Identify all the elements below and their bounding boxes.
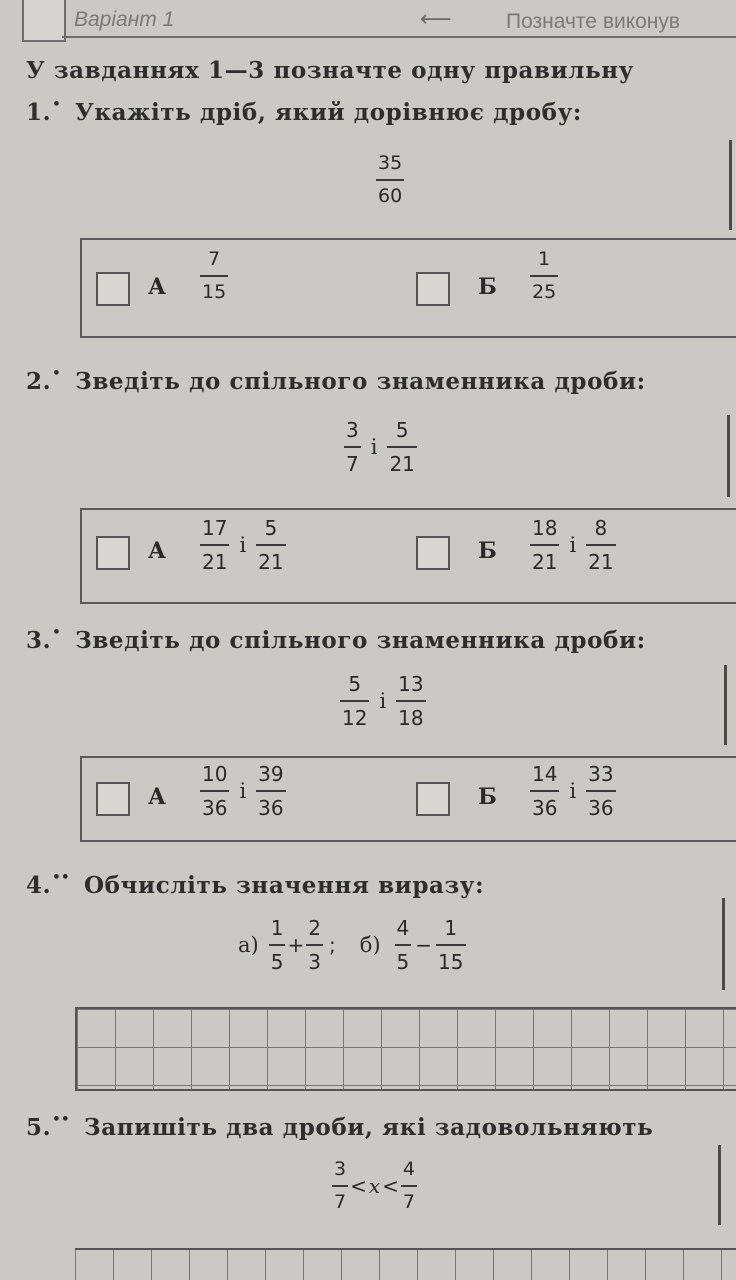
option-b-fraction: $\frac{1}{25}$ bbox=[532, 248, 557, 303]
answer-grid[interactable] bbox=[75, 1248, 736, 1280]
option-b-checkbox[interactable] bbox=[416, 272, 450, 306]
option-b-letter: Б bbox=[478, 784, 497, 810]
option-b-checkbox[interactable] bbox=[416, 782, 450, 816]
task-5-heading bbox=[26, 1112, 653, 1141]
left-arrow-icon: ⟵ bbox=[420, 7, 452, 32]
task-1-answer-box bbox=[80, 238, 736, 338]
task-5-inequality: $\frac{3}{7}$ < x < $\frac{4}{7}$ bbox=[334, 1158, 415, 1213]
task-3-given: $\frac{5}{12}$ і $\frac{13}{18}$ bbox=[342, 672, 424, 730]
header-checkbox bbox=[22, 0, 66, 42]
option-b-letter: Б bbox=[478, 274, 497, 300]
option-b-checkbox[interactable] bbox=[416, 536, 450, 570]
option-a-letter: А bbox=[148, 274, 166, 300]
header-divider bbox=[62, 36, 736, 38]
option-a-letter: А bbox=[148, 538, 166, 564]
task-4-expressions: а) $\frac{1}{5}$ + $\frac{2}{3}$ ; б) $\frac{4}{5}$ − $\frac{1}{15}$ bbox=[238, 916, 464, 974]
task-1-heading bbox=[26, 97, 582, 126]
fraction: $\frac{35}{60}$ bbox=[378, 152, 403, 207]
option-b-fractions: $\frac{14}{36}$ і $\frac{33}{36}$ bbox=[532, 762, 614, 820]
task-number: 2.• bbox=[26, 366, 62, 395]
option-a-letter: А bbox=[148, 784, 166, 810]
option-a-fraction: $\frac{7}{15}$ bbox=[202, 248, 227, 303]
task-2-heading bbox=[26, 366, 646, 395]
margin-line bbox=[724, 665, 727, 745]
task-text: Укажіть дріб, який дорівнює дробу: bbox=[75, 99, 582, 126]
task-text: Запишіть два дроби, які задовольняють bbox=[84, 1114, 654, 1141]
option-a-fractions: $\frac{17}{21}$ і $\frac{5}{21}$ bbox=[202, 516, 284, 574]
task-2-answer-box bbox=[80, 508, 736, 604]
header-hint: Позначте виконув bbox=[506, 10, 681, 33]
task-2-given: $\frac{3}{7}$ і $\frac{5}{21}$ bbox=[346, 418, 415, 476]
task-1-given bbox=[376, 154, 404, 206]
task-number: 3.• bbox=[26, 625, 62, 654]
task-3-answer-box bbox=[80, 756, 736, 842]
answer-grid[interactable] bbox=[75, 1007, 736, 1091]
margin-line bbox=[722, 898, 725, 990]
task-text: Обчисліть значення виразу: bbox=[84, 872, 485, 899]
variant-label: Варіант 1 bbox=[74, 8, 175, 31]
option-b-letter: Б bbox=[478, 538, 497, 564]
option-a-checkbox[interactable] bbox=[96, 782, 130, 816]
option-a-fractions: $\frac{10}{36}$ і $\frac{39}{36}$ bbox=[202, 762, 284, 820]
task-text: Зведіть до спільного знаменника дроби: bbox=[75, 627, 646, 654]
task-4-heading bbox=[26, 870, 484, 899]
margin-line bbox=[718, 1145, 721, 1225]
option-a-checkbox[interactable] bbox=[96, 272, 130, 306]
task-3-heading bbox=[26, 625, 646, 654]
margin-line bbox=[727, 415, 730, 497]
option-b-fractions: $\frac{18}{21}$ і $\frac{8}{21}$ bbox=[532, 516, 614, 574]
task-text: Зведіть до спільного знаменника дроби: bbox=[75, 368, 646, 395]
task-number: 1.• bbox=[26, 97, 62, 126]
instructions: У завданнях 1—3 позначте одну правильну bbox=[26, 57, 635, 84]
option-a-checkbox[interactable] bbox=[96, 536, 130, 570]
task-number: 5.•• bbox=[26, 1112, 71, 1141]
task-number: 4.•• bbox=[26, 870, 71, 899]
margin-line bbox=[729, 140, 732, 230]
